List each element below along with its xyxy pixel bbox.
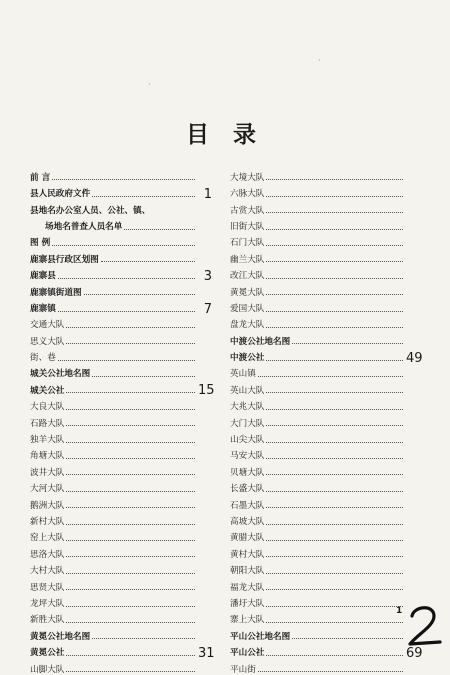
toc-entry-title: 福龙大队 (230, 582, 265, 593)
dot-leader (266, 507, 403, 508)
dot-leader (92, 376, 195, 377)
toc-entry (30, 445, 212, 461)
dot-leader (266, 294, 403, 295)
dot-leader (66, 474, 195, 475)
toc-entry (30, 166, 212, 182)
dot-leader (266, 589, 403, 590)
toc-entry-page: 15 (198, 383, 215, 399)
toc-entry (30, 576, 212, 592)
toc-entry (30, 494, 212, 510)
toc-entry-title: 山尖大队 (230, 435, 265, 446)
toc-entry (230, 477, 420, 493)
dot-leader (266, 425, 403, 426)
toc-entry-title: 黄冕公社 (30, 648, 65, 659)
toc-entry (30, 395, 212, 411)
scan-speck: · (148, 80, 151, 89)
toc-entry-title: 新村大队 (30, 517, 65, 527)
toc-entry-title: 山脚大队 (30, 664, 65, 675)
toc-entry-title: 鹿寨县行政区划图 (30, 254, 99, 265)
toc-entry-title: 独羊大队 (30, 435, 65, 446)
toc-entry (230, 412, 420, 428)
toc-entry (30, 510, 212, 526)
toc-entry-title: 黄冕大队 (230, 287, 265, 298)
dot-leader (266, 622, 403, 623)
toc-entry (230, 445, 420, 461)
dot-leader (66, 655, 195, 656)
toc-entry (230, 395, 420, 411)
toc-entry (30, 379, 215, 399)
toc-entry-title: 古赏大队 (230, 205, 265, 216)
dot-leader (92, 638, 195, 639)
toc-entry (230, 625, 420, 641)
page-title: 目 录 (185, 122, 264, 148)
toc-entry-title: 交通大队 (30, 320, 65, 331)
dot-leader (66, 524, 195, 525)
toc-entry-title: 潘圩大队 (230, 598, 265, 609)
dot-leader (58, 278, 195, 279)
dot-leader (266, 212, 403, 213)
toc-entry (230, 232, 420, 248)
dot-leader (58, 311, 195, 312)
toc-entry-title: 街、巷 (30, 353, 56, 364)
toc-entry-title: 幽兰大队 (230, 254, 265, 265)
toc-entry (30, 625, 212, 641)
toc-entry-title: 石墨大队 (230, 500, 265, 511)
dot-leader (66, 589, 195, 590)
toc-entry-page: 49 (406, 350, 423, 366)
toc-entry-title: 爱国大队 (230, 303, 265, 314)
toc-entry (230, 297, 420, 313)
toc-entry-title: 旧街大队 (230, 221, 265, 232)
dot-leader (66, 573, 195, 574)
toc-entry (230, 576, 420, 592)
dot-leader (266, 556, 403, 557)
toc-entry-title: 长盛大队 (230, 484, 265, 495)
toc-entry (230, 199, 420, 215)
handwritten-mark (404, 602, 444, 650)
toc-entry-title: 角塘大队 (30, 451, 65, 462)
toc-entry (30, 543, 212, 559)
toc-entry-title: 英山镇 (230, 369, 256, 380)
dot-leader (258, 671, 403, 672)
toc-entry-title: 大门大队 (230, 418, 265, 429)
toc-entry-title: 图 例 (30, 238, 51, 249)
toc-entry (30, 330, 212, 346)
toc-entry (230, 264, 420, 280)
dot-leader (66, 327, 195, 328)
toc-entry-title: 英山大队 (230, 385, 265, 396)
toc-entry-title: 鹿寨镇 (30, 303, 56, 314)
toc-entry-title: 龙坪大队 (30, 598, 65, 609)
dot-leader (66, 442, 195, 443)
dot-leader (266, 327, 403, 328)
toc-entry (230, 182, 420, 198)
dot-leader (52, 179, 195, 180)
toc-entry-title: 鹿寨镇街道图 (30, 287, 82, 298)
toc-entry-title: 改江大队 (230, 271, 265, 282)
toc-entry (30, 641, 215, 661)
toc-entry (230, 428, 420, 444)
toc-entry (30, 182, 212, 202)
toc-entry (230, 494, 420, 510)
dot-leader (66, 409, 195, 410)
toc-entry (30, 281, 212, 297)
dot-leader (266, 606, 403, 607)
toc-entry (30, 559, 212, 575)
dot-leader (66, 491, 195, 492)
toc-entry (230, 166, 420, 182)
toc-entry-page: 3 (203, 268, 212, 284)
scan-speck: · (318, 56, 321, 65)
toc-entry-title: 县地名办公室人员、公社、镇、 (30, 205, 151, 216)
toc-entry-title: 朝阳大队 (230, 566, 265, 577)
toc-entry-title: 石门大队 (230, 238, 265, 249)
toc-entry (30, 346, 212, 362)
dot-leader (58, 360, 195, 361)
dot-leader (266, 278, 403, 279)
dot-leader (66, 507, 195, 508)
toc-entry (230, 330, 420, 346)
toc-entry-title: 黄村大队 (230, 549, 265, 560)
dot-leader (266, 458, 403, 459)
toc-entry (30, 264, 212, 284)
toc-entry-page: 7 (203, 301, 212, 317)
toc-entry-title: 思贤大队 (30, 582, 65, 593)
toc-entry (30, 428, 212, 444)
toc-entry (30, 658, 212, 674)
dot-leader (266, 261, 403, 262)
toc-entry-title: 场地名普查人员名单 (45, 221, 123, 232)
page-number: 1 (396, 606, 403, 616)
toc-entry-title: 思义大队 (30, 336, 65, 347)
toc-entry (230, 641, 423, 661)
dot-leader (101, 261, 195, 262)
toc-entry-title: 石路大队 (30, 418, 65, 429)
toc-entry (230, 248, 420, 264)
dot-leader (66, 343, 195, 344)
toc-entry (30, 609, 212, 625)
dot-leader (66, 392, 195, 393)
toc-entry-title: 鹅洲大队 (30, 500, 65, 511)
toc-entry-title: 寨上大队 (230, 615, 265, 626)
dot-leader (266, 409, 403, 410)
toc-entry (30, 248, 212, 264)
toc-entry (30, 199, 212, 215)
toc-entry-title: 波井大队 (30, 467, 65, 478)
dot-leader (258, 376, 403, 377)
toc-entry-title: 平山街 (230, 664, 256, 675)
toc-entry (230, 609, 420, 625)
toc-entry (230, 658, 420, 674)
dot-leader (266, 474, 403, 475)
toc-entry (230, 543, 420, 559)
toc-entry (30, 297, 212, 317)
toc-entry-page: 69 (406, 645, 423, 661)
toc-left-column (30, 166, 215, 675)
dot-leader (266, 655, 403, 656)
toc-entry (230, 314, 420, 330)
dot-leader (84, 294, 195, 295)
toc-entry (230, 461, 420, 477)
toc-entry (30, 412, 212, 428)
toc-entry-title: 马安大队 (230, 451, 265, 462)
toc-entry (30, 363, 212, 379)
toc-entry-title: 大良大队 (30, 402, 65, 413)
toc-entry-title: 黄腊大队 (230, 533, 265, 544)
toc-entry-page: 1 (203, 186, 212, 202)
dot-leader (266, 360, 403, 361)
toc-entry (30, 232, 212, 248)
dot-leader (66, 606, 195, 607)
toc-entry (230, 281, 420, 297)
toc-entry-title: 窑上大队 (30, 533, 65, 544)
toc-entry (30, 314, 212, 330)
dot-leader (266, 229, 403, 230)
dot-leader (266, 540, 403, 541)
toc-entry (30, 592, 212, 608)
dot-leader (266, 491, 403, 492)
toc-entry (30, 477, 212, 493)
toc-entry-title: 思洛大队 (30, 549, 65, 560)
toc-entry-title: 盘龙大队 (230, 320, 265, 331)
dot-leader (292, 343, 403, 344)
toc-entry (230, 592, 420, 608)
toc-entry-title: 中渡公社 (230, 353, 265, 364)
toc-entry-title: 鹿寨县 (30, 271, 56, 282)
dot-leader (66, 671, 195, 672)
toc-entry-title: 大河大队 (30, 484, 65, 495)
toc-entry (230, 559, 420, 575)
dot-leader (266, 573, 403, 574)
toc-entry (230, 346, 423, 366)
toc-entry-title: 大境大队 (230, 172, 265, 183)
dot-leader (292, 638, 403, 639)
toc-entry-title: 高坡大队 (230, 517, 265, 527)
toc-entry-title: 县人民政府文件 (30, 189, 91, 200)
toc-right-column (230, 166, 423, 675)
toc-entry-title: 平山公社 (230, 648, 265, 659)
dot-leader (266, 196, 403, 197)
dot-leader (266, 524, 403, 525)
dot-leader (124, 229, 195, 230)
toc-entry (230, 215, 420, 231)
toc-entry-title: 贝塘大队 (230, 467, 265, 478)
toc-entry (30, 215, 212, 231)
toc-entry-title: 大兆大队 (230, 402, 265, 413)
toc-entry-title: 平山公社地名图 (230, 631, 291, 642)
dot-leader (92, 196, 195, 197)
toc-entry-title: 城关公社 (30, 385, 65, 396)
toc-entry-title: 城关公社地名图 (30, 369, 91, 380)
toc-entry (30, 527, 212, 543)
dot-leader (66, 425, 195, 426)
dot-leader (266, 442, 403, 443)
dot-leader (52, 245, 195, 246)
dot-leader (66, 540, 195, 541)
toc-entry-title: 中渡公社地名图 (230, 336, 291, 347)
dot-leader (266, 311, 403, 312)
toc-entry-title: 六脉大队 (230, 189, 265, 200)
toc-entry (230, 363, 420, 379)
toc-entry-title: 新胜大队 (30, 615, 65, 626)
toc-entry (230, 527, 420, 543)
dot-leader (66, 622, 195, 623)
dot-leader (266, 392, 403, 393)
toc-entry-title: 前 言 (30, 172, 51, 183)
dot-leader (66, 458, 195, 459)
toc-entry (30, 461, 212, 477)
toc-entry (230, 510, 420, 526)
dot-leader (266, 245, 403, 246)
toc-entry-page: 31 (198, 645, 215, 661)
toc-entry-title: 大村大队 (30, 566, 65, 577)
dot-leader (266, 179, 403, 180)
toc-entry-title: 黄冕公社地名图 (30, 631, 91, 642)
dot-leader (66, 556, 195, 557)
toc-entry (230, 379, 420, 395)
